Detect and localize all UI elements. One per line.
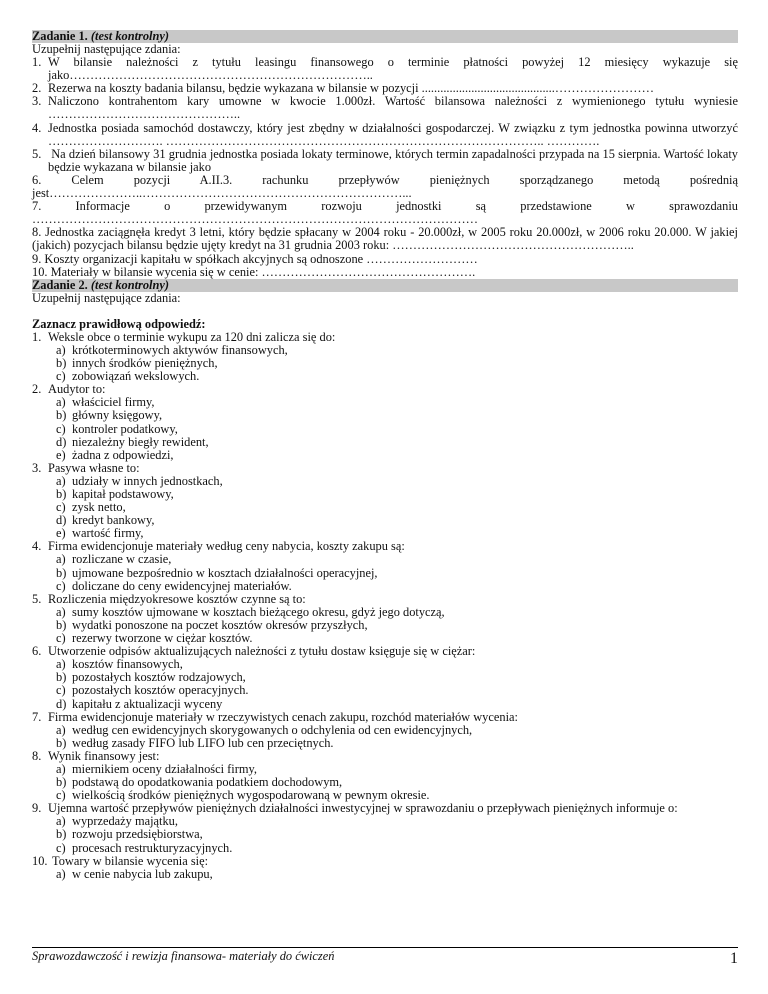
question-number: 3. [32,460,42,475]
question-label: Pasywa własne to: [48,460,140,475]
option-text: podstawą do opodatkowania podatkiem dochodowym, [72,775,343,790]
option-letter: b) [56,670,67,685]
item-number: 6. [32,172,42,187]
item-number: 9. [32,251,42,266]
item-text: Jednostka zaciągnęła kredyt 3 letni, który będzie spłacany w 2004 roku - 20.000zł, w 2005 roku 20.000zł, w 2006 roku 20.000. W jakiej (jakich) pozycjach bilansu będzie ujęty kredyt na 31 grudnia 2003 roku: ………………………………………………….. [32,225,738,253]
page-footer [32,947,738,967]
section-1-intro: Uzupełnij następujące zdania: [32,42,181,56]
section-2-instruction: Zaznacz prawidłową odpowiedź: [32,316,206,331]
answer-option[interactable] [32,370,738,383]
option-letter: c) [56,788,66,803]
item-text: Naliczono kontrahentom kary umowne w kwocie 1.000zł. Wartość bilansowa należności z wymienionego tytułu wyniesie ……………………………………….. [48,94,738,122]
item-text: Koszty organizacji kapitału w spółkach akcyjnych są odnoszone ……………………… [41,251,478,266]
option-text: wartość firmy, [72,526,144,541]
question [32,331,738,383]
option-text: według zasady FIFO lub LIFO lub cen przeciętnych. [72,735,334,750]
question-number: 2. [32,382,42,397]
document-page [32,30,738,881]
option-text: kapitału z aktualizacji wyceny [72,696,223,711]
option-text: w cenie nabycia lub zakupu, [72,866,213,881]
option-text: rozwoju przedsiębiorstwa, [72,827,203,842]
option-letter: a) [56,814,66,829]
question-number: 7. [32,709,42,724]
section-2-title: Zadanie 2. [32,277,88,292]
option-text: właściciel firmy, [72,395,155,410]
option-text: kredyt bankowy, [72,513,155,528]
option-letter: a) [56,866,66,881]
option-text: procesach restrukturyzacyjnych. [72,840,233,855]
option-letter: b) [56,408,67,423]
item-text: Jednostka posiada samochód dostawczy, który jest zbędny w działalności gospodarczej. W związku z tym jednostka powinna utworzyć ………………………. ……………………………………………………………………………….. …………. [48,120,738,148]
option-letter: a) [56,722,66,737]
option-letter: b) [56,827,67,842]
question [32,711,738,750]
question [32,383,738,462]
option-letter: b) [56,775,67,790]
item-text: Materiały w bilansie wycenia się w cenie: ……………………………………………. [47,264,476,279]
option-letter: d) [56,513,67,528]
question-number: 8. [32,748,42,763]
option-text: miernikiem oceny działalności firmy, [72,761,257,776]
item-number: 7. [32,199,42,214]
option-text: zobowiązań wekslowych. [72,369,200,384]
question [32,750,738,802]
option-letter: c) [56,369,66,384]
item-text: Na dzień bilansowy 31 grudnia jednostka posiada lokaty terminowe, których termin zapadalności przypada na 15 sierpnia. Wartość lokaty będzie wykazana w bilansie jako [48,146,738,174]
option-letter: d) [56,696,67,711]
question [32,593,738,645]
question-number: 5. [32,591,42,606]
page-number: 1 [730,950,738,967]
footer-title: Sprawozdawczość i rewizja finansowa- materiały do ćwiczeń [32,949,335,963]
option-letter: c) [56,683,66,698]
section-2-questions [32,331,738,881]
fill-in-item [32,200,738,226]
option-letter: b) [56,617,67,632]
item-text: W bilansie należności z tytułu leasingu finansowego o terminie płatności powyżej 12 miesięcy wykazuje się jako……………………………………………………………….. [48,55,738,83]
fill-in-item [32,56,738,82]
question-number: 10. [32,853,48,868]
question [32,855,738,881]
fill-in-item [32,226,738,252]
option-letter: c) [56,578,66,593]
option-text: żadna z odpowiedzi, [72,447,174,462]
option-letter: b) [56,356,67,371]
option-text: wydatki ponoszone na poczet kosztów okresów przyszłych, [72,617,368,632]
item-number: 10. [32,264,48,279]
option-letter: c) [56,840,66,855]
question-label: Towary w bilansie wycenia się: [52,853,209,868]
option-text: kontroler podatkowy, [72,421,178,436]
option-text: ujmowane bezpośrednio w kosztach działalności operacyjnej, [72,565,378,580]
item-number: 8. [32,225,42,240]
option-letter: a) [56,473,66,488]
option-text: doliczane do ceny ewidencyjnej materiałów. [72,578,292,593]
section-1-items [32,56,738,279]
fill-in-item [32,95,738,121]
item-number: 1. [32,55,42,70]
item-number: 2. [32,81,42,96]
option-text: sumy kosztów ujmowane w kosztach bieżącego okresu, gdyż jego dotyczą, [72,604,445,619]
option-letter: c) [56,421,66,436]
option-letter: a) [56,657,66,672]
fill-in-item [32,122,738,148]
section-1-note: (test kontrolny) [90,29,170,43]
item-number: 3. [32,94,42,109]
option-letter: a) [56,552,66,567]
question-label: Firma ewidencjonuje materiały w rzeczywistych cenach zakupu, rozchód materiałów wycenia: [48,709,518,724]
option-letter: b) [56,735,67,750]
option-text: rezerwy tworzone w ciężar kosztów. [72,631,253,646]
question-number: 6. [32,644,42,659]
question-label: Audytor to: [48,382,106,397]
option-text: kosztów finansowych, [72,657,183,672]
option-letter: a) [56,342,66,357]
option-text: pozostałych kosztów operacyjnych. [72,683,249,698]
spacer [32,305,738,318]
option-letter: b) [56,487,67,501]
option-letter: b) [56,565,67,580]
option-letter: e) [56,447,66,462]
option-text: udziały w innych jednostkach, [72,473,223,488]
item-text: Informacje o przewidywanym rozwoju jednostki są przedstawione w sprawozdaniu ……………………………………………………………………………………………… [32,199,738,227]
option-letter: d) [56,434,67,449]
option-letter: c) [56,631,66,646]
question-label: Rozliczenia międzyokresowe kosztów czynne są to: [48,591,306,606]
item-number: 5. [32,146,42,161]
option-text: innych środków pieniężnych, [72,356,218,371]
section-2-note: (test kontrolny) [90,277,170,292]
option-letter: a) [56,604,66,619]
fill-in-item [32,148,738,174]
option-text: kapitał podstawowy, [72,487,174,501]
section-2-intro: Uzupełnij następujące zdania: [32,290,181,305]
option-text: pozostałych kosztów rodzajowych, [72,670,246,685]
answer-option[interactable] [32,868,738,881]
question-label: Weksle obce o terminie wykupu za 120 dni zalicza się do: [48,329,336,344]
option-text: niezależny biegły rewident, [72,434,209,449]
question [32,645,738,710]
option-letter: a) [56,761,66,776]
option-text: wielkością środków pieniężnych wygospodarowaną w pewnym okresie. [72,788,430,803]
fill-in-item [32,174,738,200]
question-label: Wynik finansowy jest: [48,748,160,763]
question [32,462,738,541]
answer-option[interactable] [32,488,738,501]
question [32,802,738,854]
question [32,540,738,592]
option-text: krótkoterminowych aktywów finansowych, [72,342,288,357]
question-label: Ujemna wartość przepływów pieniężnych działalności inwestycyjnej w sprawozdaniu o przepływach pieniężnych informuje o: [48,801,678,816]
section-2-heading [32,279,738,292]
section-1-title: Zadanie 1. [32,29,88,43]
item-number: 4. [32,120,42,135]
option-letter: c) [56,500,66,515]
question-label: Firma ewidencjonuje materiały według ceny nabycia, koszty zakupu są: [48,539,405,554]
option-letter: e) [56,526,66,541]
option-text: główny księgowy, [72,408,163,423]
item-text: Celem pozycji A.II.3. rachunku przepływów pieniężnych sporządzanego metodą pośrednią jest…………………..………………………………………………………... [32,172,738,201]
question-label: Utworzenie odpisów aktualizujących należności z tytułu dostaw księguje się w ciężar: [48,644,476,659]
option-text: zysk netto, [72,500,126,515]
question-number: 9. [32,801,42,816]
question-number: 1. [32,329,42,344]
option-text: wyprzedaży majątku, [72,814,178,829]
option-text: według cen ewidencyjnych skorygowanych o odchylenia od cen ewidencyjnych, [72,722,473,737]
option-letter: a) [56,395,66,410]
option-text: rozliczane w czasie, [72,552,172,567]
question-number: 4. [32,539,42,554]
item-text: Rezerwa na koszty badania bilansu, będzie wykazana w bilansie w pozycji ...........................................…………………… [48,81,654,96]
